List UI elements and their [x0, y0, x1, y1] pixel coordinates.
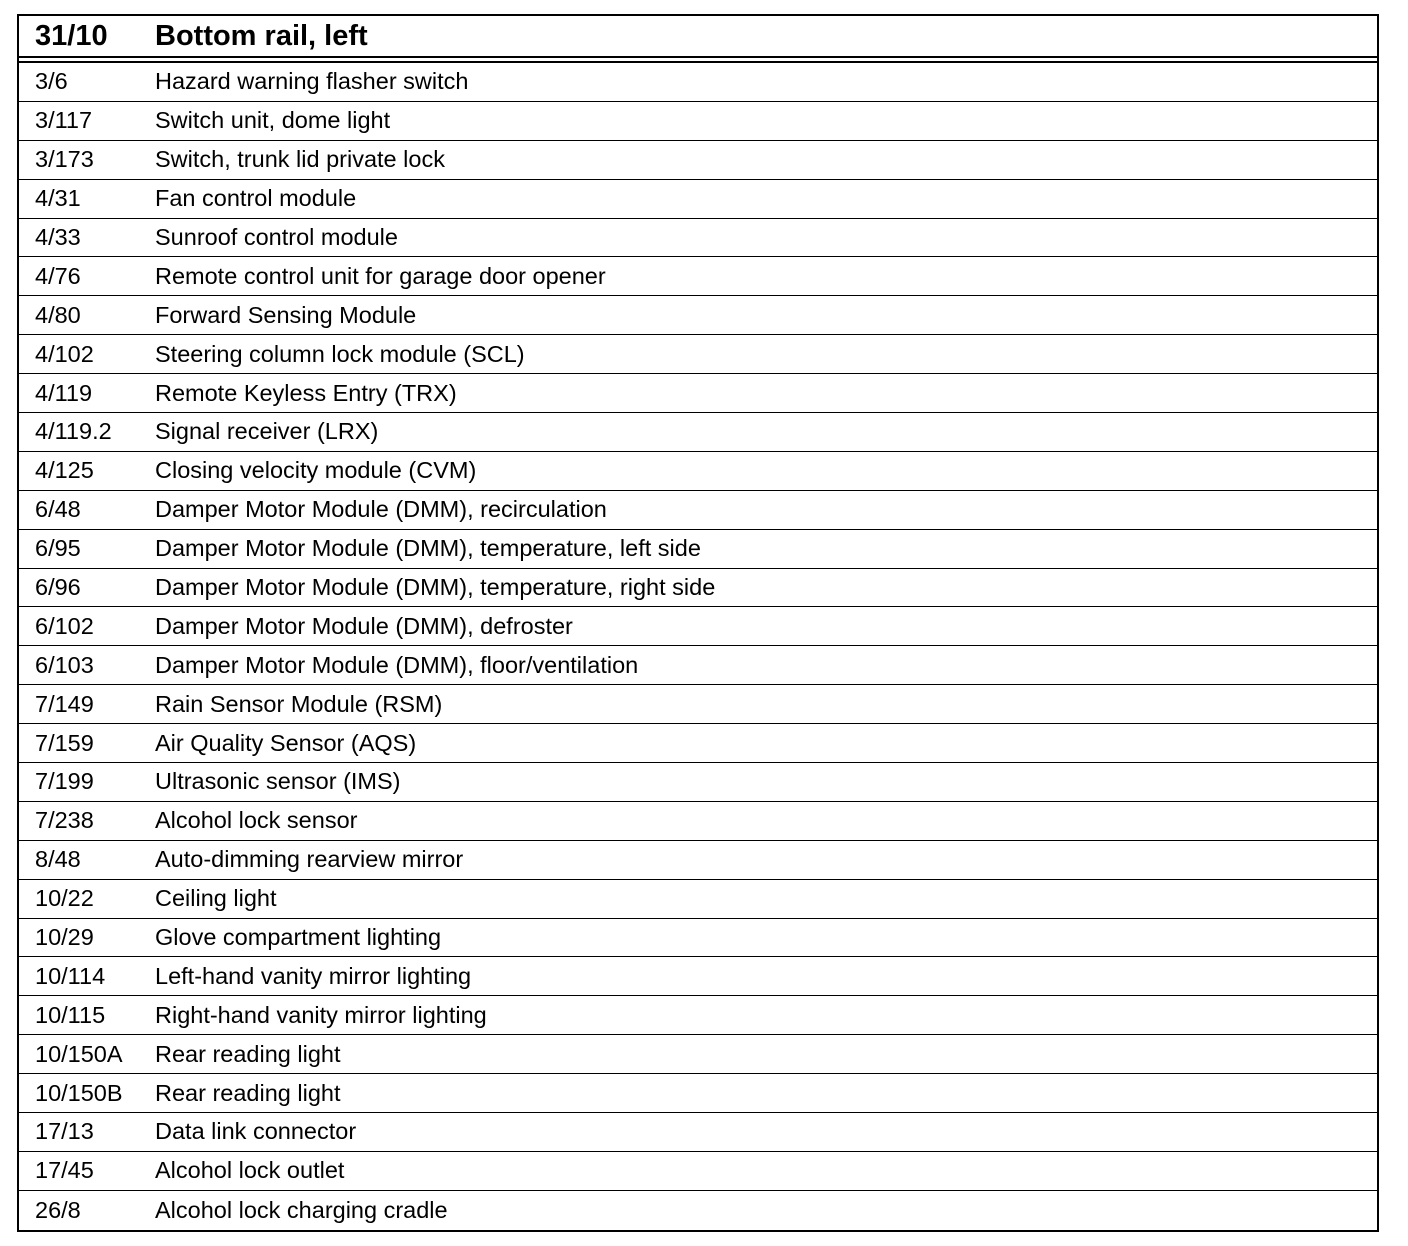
- table-row: [19, 919, 1377, 958]
- table-row: [19, 1113, 1377, 1152]
- table-row: [19, 1152, 1377, 1191]
- component-code: 10/114: [35, 962, 106, 989]
- component-code: 10/29: [35, 924, 94, 951]
- component-code: 4/31: [35, 185, 81, 212]
- component-code: 6/103: [35, 651, 94, 678]
- component-description: Hazard warning flasher switch: [155, 68, 469, 95]
- component-table: [17, 14, 1379, 1232]
- table-body: [19, 63, 1377, 1230]
- component-description: Auto-dimming rearview mirror: [155, 846, 464, 873]
- component-code: 7/149: [35, 690, 94, 717]
- component-description: Rain Sensor Module (RSM): [155, 690, 443, 717]
- component-description: Ceiling light: [155, 885, 277, 912]
- table-row: [19, 452, 1377, 491]
- component-description: Remote Keyless Entry (TRX): [155, 379, 457, 406]
- table-row: [19, 335, 1377, 374]
- component-description: Alcohol lock sensor: [155, 807, 358, 834]
- table-row: [19, 491, 1377, 530]
- table-row: [19, 607, 1377, 646]
- component-description: Damper Motor Module (DMM), recirculation: [155, 496, 607, 523]
- component-description: Air Quality Sensor (AQS): [155, 729, 417, 756]
- component-description: Damper Motor Module (DMM), temperature, left side: [155, 535, 701, 562]
- table-row: [19, 1191, 1377, 1230]
- component-code: 10/150A: [35, 1040, 123, 1067]
- component-code: 4/125: [35, 457, 94, 484]
- table-row: [19, 1074, 1377, 1113]
- table-row: [19, 841, 1377, 880]
- component-code: 6/48: [35, 496, 81, 523]
- component-code: 7/199: [35, 768, 94, 795]
- table-header-row: [19, 16, 1377, 58]
- component-description: Damper Motor Module (DMM), floor/ventilation: [155, 651, 639, 678]
- component-code: 4/76: [35, 262, 81, 289]
- component-description: Right-hand vanity mirror lighting: [155, 1001, 487, 1028]
- component-code: 17/13: [35, 1118, 94, 1145]
- component-description: Alcohol lock outlet: [155, 1157, 345, 1184]
- component-code: 26/8: [35, 1196, 81, 1223]
- component-code: 3/6: [35, 68, 68, 95]
- component-description: Switch unit, dome light: [155, 107, 391, 134]
- table-row: [19, 685, 1377, 724]
- component-description: Forward Sensing Module: [155, 301, 417, 328]
- component-description: Signal receiver (LRX): [155, 418, 379, 445]
- component-code: 4/33: [35, 224, 81, 250]
- table-row: [19, 569, 1377, 608]
- component-description: Fan control module: [155, 185, 357, 212]
- component-description: Closing velocity module (CVM): [155, 457, 477, 484]
- component-code: 4/80: [35, 301, 81, 328]
- component-description: Remote control unit for garage door opener: [155, 262, 606, 289]
- table-row: [19, 257, 1377, 296]
- component-code: 6/96: [35, 574, 81, 601]
- table-row: [19, 102, 1377, 141]
- table-row: [19, 1035, 1377, 1074]
- table-row: [19, 530, 1377, 569]
- component-description: Sunroof control module: [155, 224, 398, 250]
- component-code: 17/45: [35, 1157, 94, 1184]
- table-row: [19, 957, 1377, 996]
- table-row: [19, 296, 1377, 335]
- table-row: [19, 413, 1377, 452]
- component-code: 6/102: [35, 612, 94, 639]
- header-title: Bottom rail, left: [155, 19, 368, 52]
- component-description: Ultrasonic sensor (IMS): [155, 768, 401, 795]
- table-row: [19, 763, 1377, 802]
- component-description: Data link connector: [155, 1118, 357, 1145]
- component-description: Left-hand vanity mirror lighting: [155, 962, 472, 989]
- component-code: 3/173: [35, 146, 94, 173]
- table-row: [19, 63, 1377, 102]
- table-row: [19, 724, 1377, 763]
- component-code: 4/119.2: [35, 418, 112, 445]
- table-row: [19, 141, 1377, 180]
- component-code: 8/48: [35, 846, 81, 873]
- component-code: 10/150B: [35, 1079, 123, 1106]
- table-row: [19, 646, 1377, 685]
- component-code: 10/115: [35, 1001, 106, 1028]
- component-code: 7/238: [35, 807, 94, 834]
- component-description: Alcohol lock charging cradle: [155, 1196, 448, 1223]
- component-code: 4/102: [35, 340, 94, 367]
- header-code: 31/10: [35, 19, 108, 52]
- table-row: [19, 180, 1377, 219]
- component-description: Steering column lock module (SCL): [155, 340, 525, 367]
- component-code: 7/159: [35, 729, 94, 756]
- table-row: [19, 996, 1377, 1035]
- component-description: Glove compartment lighting: [155, 924, 442, 951]
- table-row: [19, 374, 1377, 413]
- component-description: Switch, trunk lid private lock: [155, 146, 445, 173]
- component-code: 6/95: [35, 535, 81, 562]
- component-description: Rear reading light: [155, 1079, 341, 1106]
- table-row: [19, 219, 1377, 258]
- component-description: Damper Motor Module (DMM), temperature, right side: [155, 574, 716, 601]
- component-description: Rear reading light: [155, 1040, 341, 1067]
- component-code: 3/117: [35, 107, 93, 134]
- component-description: Damper Motor Module (DMM), defroster: [155, 612, 573, 639]
- component-code: 4/119: [35, 379, 93, 406]
- table-row: [19, 880, 1377, 919]
- table-row: [19, 802, 1377, 841]
- component-code: 10/22: [35, 885, 94, 912]
